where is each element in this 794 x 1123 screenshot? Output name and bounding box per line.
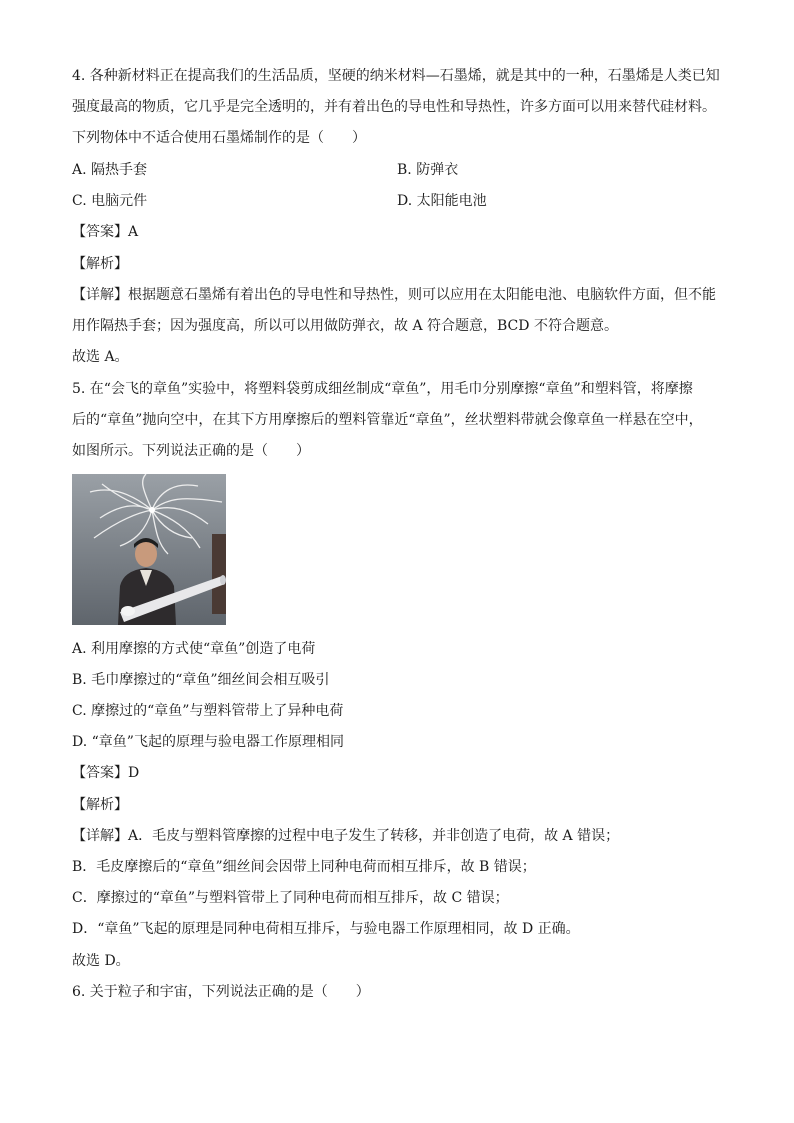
q5-option-a: A. 利用摩擦的方式使“章鱼”创造了电荷 xyxy=(72,641,316,657)
q5-answer: 【答案】D xyxy=(72,765,140,781)
q6-stem: 6. 关于粒子和宇宙，下列说法正确的是（ ） xyxy=(72,984,370,1000)
q4-stem-line-3: 下列物体中不适合使用石墨烯制作的是（ ） xyxy=(72,130,366,146)
q4-stem-line-1: 4. 各种新材料正在提高我们的生活品质，坚硬的纳米材料—石墨烯，就是其中的一种，石墨烯是人类已知 xyxy=(72,68,720,84)
q4-detail-line-2: 用作隔热手套；因为强度高，所以可以用做防弹衣，故 A 符合题意，BCD 不符合题意。 xyxy=(72,318,618,334)
experiment-photo xyxy=(72,474,226,625)
q5-conclusion: 故选 D。 xyxy=(72,953,130,969)
q4-detail-line-1: 【详解】根据题意石墨烯有着出色的导电性和导热性，则可以应用在太阳能电池、电脑软件方面，但不能 xyxy=(72,287,716,303)
q5-analysis-label: 【解析】 xyxy=(72,797,128,813)
q5-detail-line-3: C．摩擦过的“章鱼”与塑料管带上了同种电荷而相互排斥，故 C 错误； xyxy=(72,890,509,906)
q5-detail-line-1: 【详解】A．毛皮与塑料管摩擦的过程中电子发生了转移，并非创造了电荷，故 A 错误； xyxy=(72,828,620,844)
q5-stem-line-1: 5. 在“会飞的章鱼”实验中，将塑料袋剪成细丝制成“章鱼”，用毛巾分别摩擦“章鱼”和塑料管，将摩擦 xyxy=(72,381,693,397)
q4-conclusion: 故选 A。 xyxy=(72,349,129,365)
q5-detail-line-4: D．“章鱼”飞起的原理是同种电荷相互排斥，与验电器工作原理相同，故 D 正确。 xyxy=(72,921,580,937)
q5-stem-line-3: 如图所示。下列说法正确的是（ ） xyxy=(72,443,310,459)
q4-analysis-label: 【解析】 xyxy=(72,256,128,272)
q4-answer: 【答案】A xyxy=(72,224,139,240)
q5-stem-line-2: 后的“章鱼”抛向空中，在其下方用摩擦后的塑料管靠近“章鱼”，丝状塑料带就会像章鱼一样悬在空中， xyxy=(72,412,703,428)
q5-option-b: B. 毛巾摩擦过的“章鱼”细丝间会相互吸引 xyxy=(72,672,330,688)
q5-option-d: D. “章鱼”飞起的原理与验电器工作原理相同 xyxy=(72,734,344,750)
q5-option-c: C. 摩擦过的“章鱼”与塑料管带上了异种电荷 xyxy=(72,703,344,719)
q4-option-d: D. 太阳能电池 xyxy=(397,193,487,209)
q5-detail-line-2: B．毛皮摩擦后的“章鱼”细丝间会因带上同种电荷而相互排斥，故 B 错误； xyxy=(72,859,536,875)
q4-option-a: A. 隔热手套 xyxy=(72,162,148,178)
q4-stem-line-2: 强度最高的物质，它几乎是完全透明的，并有着出色的导电性和导热性，许多方面可以用来替代硅材料。 xyxy=(72,99,716,115)
q4-option-b: B. 防弹衣 xyxy=(397,162,459,178)
q4-option-c: C. 电脑元件 xyxy=(72,193,148,209)
